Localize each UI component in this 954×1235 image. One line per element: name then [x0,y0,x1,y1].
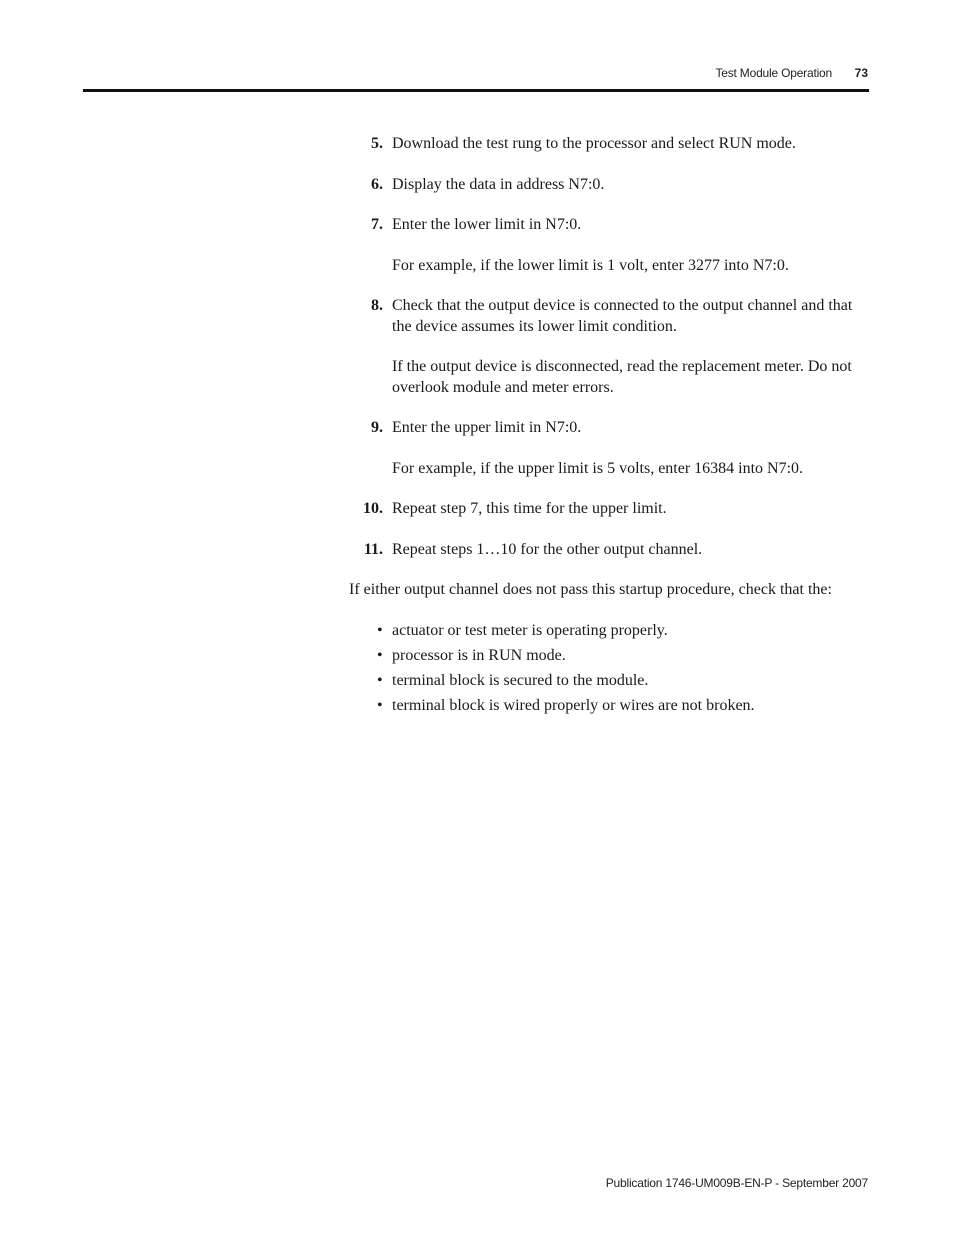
bullet-icon: • [377,671,383,689]
step-number: 8. [371,297,383,314]
checklist [349,621,869,717]
page-number: 73 [854,66,868,80]
step-example: For example, if the upper limit is 5 volts, enter 16384 into N7:0. [392,459,804,477]
step-number: 5. [371,135,383,152]
step-text: Display the data in address N7:0. [392,175,605,193]
closing-paragraph: If either output channel does not pass this startup procedure, check that the: [349,581,832,598]
list-item [377,671,869,692]
step-10 [349,499,869,520]
step-5 [349,134,869,155]
publication-footer: Publication 1746-UM009B-EN-P - September 2007 [605,1176,868,1190]
list-item [377,621,869,642]
step-number: 9. [371,419,383,436]
step-7 [349,215,869,276]
step-number: 7. [371,216,383,233]
step-6 [349,175,869,196]
list-item [377,646,869,667]
step-text: Repeat step 7, this time for the upper limit. [392,500,667,517]
step-9 [349,418,869,479]
step-text: Enter the upper limit in N7:0. [392,419,582,436]
bullet-icon: • [377,646,383,664]
list-item-text: terminal block is wired properly or wires are not broken. [392,696,755,714]
step-example: For example, if the lower limit is 1 volt, enter 3277 into N7:0. [392,256,789,274]
list-item-text: actuator or test meter is operating properly. [392,621,668,639]
list-item-text: processor is in RUN mode. [392,646,566,664]
step-text: Repeat steps 1…10 for the other output channel. [392,540,703,558]
running-header-title: Test Module Operation [715,66,832,80]
page-body [349,134,869,721]
step-text: Download the test rung to the processor and select RUN mode. [392,135,796,152]
list-item-text: terminal block is secured to the module. [392,671,649,689]
step-number: 11. [363,540,383,558]
bullet-icon: • [377,621,383,639]
list-item [377,696,869,717]
bullet-icon: • [377,696,383,714]
step-number: 6. [371,175,383,193]
step-number: 10. [363,500,383,517]
step-text: Enter the lower limit in N7:0. [392,216,582,233]
step-note: If the output device is disconnected, read the replacement meter. Do not overlook module and meter errors. [392,358,852,396]
step-8 [349,296,869,398]
header-rule [83,89,869,92]
step-text: Check that the output device is connected to the output channel and that the device assumes its lower limit condition. [392,297,853,335]
step-11 [349,540,869,561]
